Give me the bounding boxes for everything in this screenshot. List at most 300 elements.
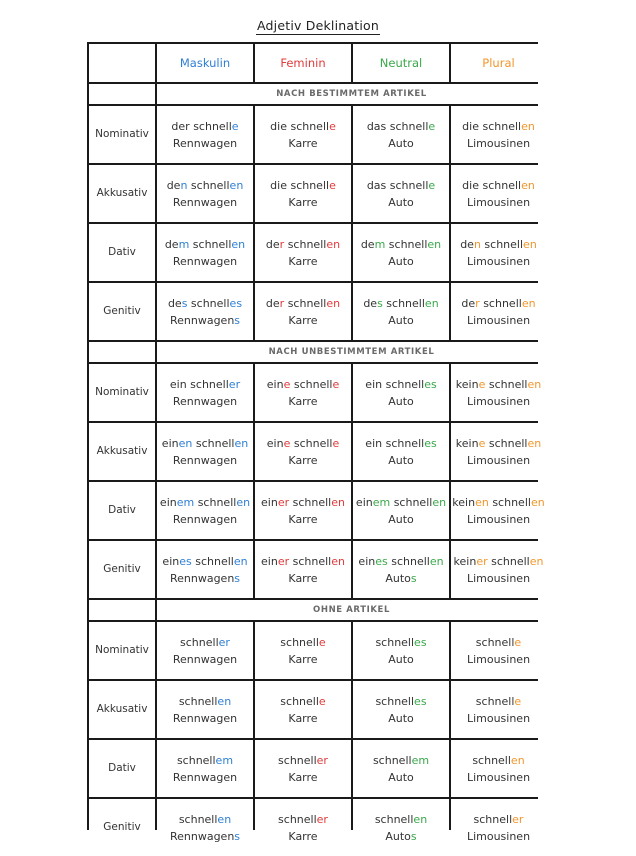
adjective-phrase xyxy=(168,295,242,312)
adjective-phrase xyxy=(365,435,436,452)
phrase-stem: das schnell xyxy=(366,119,429,133)
phrase-ending: er xyxy=(512,812,524,826)
noun-stem: Limousinen xyxy=(466,829,531,843)
noun xyxy=(288,312,317,329)
declension-cell-masculine xyxy=(157,740,253,797)
declension-cell-feminine xyxy=(255,224,351,281)
noun-stem: Auto xyxy=(388,195,414,209)
phrase-stem: ein schnell xyxy=(169,377,229,391)
noun-stem: Karre xyxy=(288,195,318,209)
phrase-ending: es xyxy=(414,635,427,649)
phrase-stem: schnell xyxy=(178,694,218,708)
adjective-phrase xyxy=(476,693,521,710)
noun xyxy=(388,393,414,410)
noun-stem: Rennwagen xyxy=(172,512,238,526)
phrase-ending: en xyxy=(475,495,489,509)
noun-stem: Auto xyxy=(388,770,414,784)
noun-stem: Karre xyxy=(288,313,318,327)
adjective-phrase xyxy=(179,693,231,710)
noun xyxy=(467,253,530,270)
phrase-stem: schnell xyxy=(284,296,327,310)
phrase-stem: schnell xyxy=(382,296,425,310)
adjective-phrase xyxy=(160,494,250,511)
adjective-phrase xyxy=(270,177,336,194)
noun xyxy=(173,135,237,152)
noun xyxy=(467,769,530,786)
corner-cell xyxy=(89,44,155,82)
phrase-stem: de xyxy=(167,296,182,310)
adjective-phrase xyxy=(375,811,427,828)
adjective-phrase xyxy=(267,376,339,393)
phrase-ending: en xyxy=(326,296,341,310)
declension-cell-neuter xyxy=(353,423,449,480)
phrase-ending: en xyxy=(529,554,544,568)
declension-cell-feminine xyxy=(255,681,351,738)
phrase-ending: em xyxy=(176,495,195,509)
noun xyxy=(388,651,414,668)
noun xyxy=(388,452,414,469)
phrase-ending: e xyxy=(478,377,486,391)
phrase-ending: er xyxy=(316,812,328,826)
adjective-phrase xyxy=(452,494,544,511)
declension-cell-feminine xyxy=(255,165,351,222)
phrase-ending: s xyxy=(377,296,383,310)
phrase-ending: en xyxy=(331,554,345,568)
noun-stem: Karre xyxy=(288,512,318,526)
section-label: NACH UNBESTIMMTEM ARTIKEL xyxy=(157,342,546,362)
phrase-stem: schnell xyxy=(178,812,218,826)
declension-cell-plural xyxy=(451,622,546,679)
declension-cell-plural xyxy=(451,740,546,797)
noun-stem: Rennwagen xyxy=(169,829,235,843)
adjective-phrase xyxy=(261,494,345,511)
page-title xyxy=(0,18,636,33)
noun xyxy=(288,570,317,587)
adjective-phrase xyxy=(456,376,541,393)
phrase-ending: em xyxy=(215,753,234,767)
phrase-ending: en xyxy=(521,119,535,133)
phrase-stem: de xyxy=(363,296,378,310)
phrase-ending: n xyxy=(473,237,481,251)
declension-cell-masculine xyxy=(157,681,253,738)
noun-stem: Karre xyxy=(288,136,318,150)
noun-stem: Auto xyxy=(388,453,414,467)
adjective-phrase xyxy=(165,236,245,253)
phrase-stem: ein xyxy=(261,554,278,568)
adjective-phrase xyxy=(278,811,328,828)
phrase-ending: m xyxy=(178,237,190,251)
noun xyxy=(467,828,530,845)
case-label: Genitiv xyxy=(89,799,155,856)
phrase-stem: schnell xyxy=(375,694,415,708)
noun-stem: Rennwagen xyxy=(172,195,238,209)
declension-cell-plural xyxy=(451,224,546,281)
phrase-stem: kein xyxy=(455,377,479,391)
noun xyxy=(467,194,530,211)
declension-cell-plural xyxy=(451,364,546,421)
adjective-phrase xyxy=(367,177,435,194)
noun xyxy=(388,511,414,528)
phrase-ending: en xyxy=(326,237,341,251)
case-label: Nominativ xyxy=(89,622,155,679)
phrase-stem: die schnell xyxy=(270,178,330,192)
phrase-stem: schnell xyxy=(480,237,524,251)
noun xyxy=(173,769,237,786)
noun xyxy=(173,651,237,668)
phrase-stem: ein xyxy=(161,436,179,450)
phrase-stem: schnell xyxy=(385,237,428,251)
noun xyxy=(288,194,317,211)
phrase-ending: en xyxy=(331,495,345,509)
adjective-phrase xyxy=(367,118,435,135)
phrase-ending: es xyxy=(424,377,437,391)
noun-stem: Karre xyxy=(288,254,318,268)
adjective-phrase xyxy=(460,236,537,253)
section-label: OHNE ARTIKEL xyxy=(157,600,546,620)
noun xyxy=(173,253,237,270)
noun-stem: Limousinen xyxy=(466,453,531,467)
noun-stem: Rennwagen xyxy=(172,254,238,268)
case-label: Akkusativ xyxy=(89,165,155,222)
phrase-stem: schnell xyxy=(485,377,528,391)
phrase-ending: e xyxy=(332,377,340,391)
phrase-stem: ein xyxy=(162,554,180,568)
noun-stem: Auto xyxy=(388,136,414,150)
phrase-stem: schnell xyxy=(187,296,230,310)
noun-stem: Rennwagen xyxy=(169,313,235,327)
declension-cell-feminine xyxy=(255,106,351,163)
phrase-ending: en xyxy=(429,554,444,568)
phrase-stem: schnell xyxy=(278,753,317,767)
phrase-ending: e xyxy=(231,119,239,133)
declension-cell-feminine xyxy=(255,482,351,539)
case-label: Akkusativ xyxy=(89,423,155,480)
noun xyxy=(288,135,317,152)
noun-stem: Karre xyxy=(288,453,318,467)
declension-cell-neuter xyxy=(353,224,449,281)
phrase-ending: e xyxy=(514,694,522,708)
phrase-stem: ein xyxy=(355,495,373,509)
declension-table xyxy=(87,42,545,843)
phrase-stem: schnell xyxy=(488,495,531,509)
phrase-ending: es xyxy=(375,554,388,568)
phrase-ending: en xyxy=(217,812,232,826)
declension-cell-masculine xyxy=(157,799,253,856)
adjective-phrase xyxy=(266,236,340,253)
phrase-stem: schnell xyxy=(372,753,412,767)
declension-cell-feminine xyxy=(255,541,351,598)
declension-cell-plural xyxy=(451,482,546,539)
declension-cell-masculine xyxy=(157,106,253,163)
section-spacer xyxy=(89,600,155,620)
phrase-ending: r xyxy=(279,296,285,310)
declension-cell-plural xyxy=(451,165,546,222)
phrase-ending: en xyxy=(231,237,246,251)
phrase-stem: schnell xyxy=(473,812,513,826)
adjective-phrase xyxy=(356,494,446,511)
phrase-stem: der schnell xyxy=(171,119,232,133)
declension-cell-plural xyxy=(451,423,546,480)
adjective-phrase xyxy=(270,118,336,135)
noun xyxy=(288,769,317,786)
noun-stem: Karre xyxy=(288,770,318,784)
adjective-phrase xyxy=(461,295,535,312)
phrase-stem: de xyxy=(360,237,375,251)
phrase-ending: er xyxy=(277,495,290,509)
noun xyxy=(388,253,414,270)
phrase-ending: en xyxy=(427,237,442,251)
declension-cell-neuter xyxy=(353,681,449,738)
phrase-stem: ein xyxy=(159,495,177,509)
phrase-ending: en xyxy=(233,554,248,568)
noun-ending: s xyxy=(234,829,241,843)
noun-stem: Rennwagen xyxy=(172,394,238,408)
phrase-ending: en xyxy=(424,296,439,310)
declension-cell-masculine xyxy=(157,423,253,480)
noun-stem: Karre xyxy=(288,652,318,666)
adjective-phrase xyxy=(373,752,429,769)
phrase-stem: de xyxy=(166,178,181,192)
case-label: Nominativ xyxy=(89,364,155,421)
phrase-ending: e xyxy=(329,119,336,133)
adjective-phrase xyxy=(462,118,535,135)
noun-stem: Limousinen xyxy=(466,770,531,784)
noun xyxy=(170,570,240,587)
phrase-stem: schnell xyxy=(284,237,327,251)
adjective-phrase xyxy=(365,376,436,393)
phrase-ending: er xyxy=(228,377,241,391)
header-plural: Plural xyxy=(451,44,546,82)
phrase-ending: s xyxy=(181,296,188,310)
phrase-ending: en xyxy=(234,436,249,450)
phrase-ending: e xyxy=(283,436,291,450)
phrase-ending: em xyxy=(372,495,391,509)
adjective-phrase xyxy=(267,435,339,452)
phrase-ending: e xyxy=(318,694,326,708)
declension-cell-neuter xyxy=(353,283,449,340)
phrase-stem: schnell xyxy=(180,635,219,649)
header-feminine: Feminin xyxy=(255,44,351,82)
phrase-ending: es xyxy=(424,436,437,450)
header-masculine: Maskulin xyxy=(157,44,253,82)
phrase-stem: schnell xyxy=(191,554,234,568)
phrase-ending: en xyxy=(178,436,193,450)
phrase-ending: en xyxy=(530,495,545,509)
case-label: Genitiv xyxy=(89,541,155,598)
noun-stem: Auto xyxy=(388,711,414,725)
phrase-ending: en xyxy=(236,495,251,509)
phrase-stem: schnell xyxy=(374,812,414,826)
adjective-phrase xyxy=(180,634,230,651)
noun xyxy=(467,452,530,469)
phrase-stem: ein xyxy=(266,436,284,450)
phrase-ending: m xyxy=(374,237,386,251)
phrase-stem: das schnell xyxy=(366,178,429,192)
noun-stem: Auto xyxy=(388,512,414,526)
case-label: Dativ xyxy=(89,482,155,539)
adjective-phrase xyxy=(476,634,521,651)
phrase-ending: en xyxy=(510,753,525,767)
adjective-phrase xyxy=(375,634,426,651)
adjective-phrase xyxy=(456,435,541,452)
adjective-phrase xyxy=(280,693,325,710)
phrase-ending: e xyxy=(478,436,486,450)
phrase-ending: en xyxy=(527,436,542,450)
phrase-ending: en xyxy=(521,178,535,192)
phrase-ending: e xyxy=(514,635,522,649)
declension-cell-neuter xyxy=(353,106,449,163)
declension-cell-neuter xyxy=(353,482,449,539)
phrase-ending: en xyxy=(229,178,244,192)
phrase-stem: schnell xyxy=(192,436,235,450)
phrase-stem: schnell xyxy=(187,178,230,192)
phrase-ending: r xyxy=(279,237,285,251)
declension-cell-neuter xyxy=(353,541,449,598)
phrase-stem: kein xyxy=(453,554,477,568)
noun xyxy=(388,194,414,211)
adjective-phrase xyxy=(179,811,231,828)
noun xyxy=(467,135,530,152)
declension-cell-neuter xyxy=(353,165,449,222)
noun xyxy=(467,710,530,727)
noun xyxy=(385,570,416,587)
noun-stem: Auto xyxy=(388,254,414,268)
adjective-phrase xyxy=(280,634,325,651)
phrase-stem: die schnell xyxy=(462,119,522,133)
noun-stem: Limousinen xyxy=(466,254,531,268)
noun-ending: s xyxy=(410,829,417,843)
noun xyxy=(467,312,530,329)
phrase-ending: er xyxy=(277,554,290,568)
noun-ending: s xyxy=(234,313,241,327)
noun xyxy=(385,828,416,845)
adjective-phrase xyxy=(358,553,443,570)
noun xyxy=(288,828,317,845)
declension-cell-feminine xyxy=(255,283,351,340)
declension-cell-masculine xyxy=(157,541,253,598)
declension-cell-plural xyxy=(451,283,546,340)
declension-cell-plural xyxy=(451,681,546,738)
phrase-ending: e xyxy=(283,377,291,391)
phrase-ending: e xyxy=(332,436,340,450)
noun xyxy=(170,312,240,329)
adjective-phrase xyxy=(474,811,524,828)
noun-stem: Auto xyxy=(388,652,414,666)
noun-stem: Rennwagen xyxy=(172,652,238,666)
noun xyxy=(288,253,317,270)
phrase-stem: schnell xyxy=(278,812,317,826)
phrase-ending: em xyxy=(411,753,430,767)
phrase-stem: ein schnell xyxy=(365,377,425,391)
noun xyxy=(173,393,237,410)
noun-stem: Limousinen xyxy=(466,512,531,526)
section-spacer xyxy=(89,342,155,362)
noun-stem: Karre xyxy=(288,571,318,585)
case-label: Genitiv xyxy=(89,283,155,340)
phrase-stem: schnell xyxy=(375,635,415,649)
header-neuter: Neutral xyxy=(353,44,449,82)
noun xyxy=(288,651,317,668)
phrase-ending: en xyxy=(217,694,232,708)
phrase-ending: e xyxy=(329,178,336,192)
phrase-stem: schnell xyxy=(280,694,319,708)
phrase-ending: en xyxy=(432,495,447,509)
phrase-stem: schnell xyxy=(194,495,237,509)
adjective-phrase xyxy=(171,118,238,135)
noun xyxy=(388,769,414,786)
noun-stem: Karre xyxy=(288,394,318,408)
adjective-phrase xyxy=(266,295,340,312)
noun xyxy=(173,710,237,727)
declension-cell-masculine xyxy=(157,622,253,679)
declension-cell-masculine xyxy=(157,283,253,340)
declension-cell-feminine xyxy=(255,364,351,421)
phrase-stem: die schnell xyxy=(462,178,522,192)
phrase-stem: schnell xyxy=(475,694,515,708)
adjective-phrase xyxy=(375,693,426,710)
noun xyxy=(467,651,530,668)
phrase-ending: er xyxy=(316,753,328,767)
noun-stem: Rennwagen xyxy=(172,453,238,467)
noun-stem: Rennwagen xyxy=(172,711,238,725)
noun xyxy=(467,393,530,410)
adjective-phrase xyxy=(278,752,328,769)
adjective-phrase xyxy=(167,177,244,194)
phrase-stem: ein xyxy=(261,495,278,509)
phrase-stem: ein schnell xyxy=(365,436,425,450)
case-label: Dativ xyxy=(89,224,155,281)
phrase-ending: es xyxy=(229,296,243,310)
phrase-stem: kein xyxy=(455,436,479,450)
noun-stem: Auto xyxy=(385,829,411,843)
noun xyxy=(288,452,317,469)
noun-stem: Limousinen xyxy=(466,313,531,327)
noun xyxy=(288,393,317,410)
case-label: Dativ xyxy=(89,740,155,797)
noun-stem: Karre xyxy=(288,829,318,843)
phrase-stem: schnell xyxy=(479,296,522,310)
phrase-stem: schnell xyxy=(290,377,333,391)
phrase-ending: es xyxy=(179,554,192,568)
section-label: NACH BESTIMMTEM ARTIKEL xyxy=(157,84,546,104)
phrase-stem: schnell xyxy=(289,495,332,509)
declension-cell-masculine xyxy=(157,364,253,421)
phrase-stem: schnell xyxy=(387,554,430,568)
declension-cell-feminine xyxy=(255,740,351,797)
noun xyxy=(388,312,414,329)
case-label: Nominativ xyxy=(89,106,155,163)
noun-stem: Limousinen xyxy=(466,652,531,666)
phrase-stem: schnell xyxy=(290,436,333,450)
phrase-ending: e xyxy=(318,635,326,649)
declension-cell-plural xyxy=(451,106,546,163)
phrase-stem: schnell xyxy=(390,495,433,509)
adjective-phrase xyxy=(162,553,247,570)
noun xyxy=(288,710,317,727)
noun xyxy=(467,511,530,528)
phrase-stem: de xyxy=(265,296,280,310)
phrase-stem: ein xyxy=(358,554,376,568)
phrase-ending: er xyxy=(218,635,230,649)
phrase-stem: de xyxy=(164,237,179,251)
declension-cell-neuter xyxy=(353,799,449,856)
declension-cell-plural xyxy=(451,799,546,856)
phrase-stem: kein xyxy=(452,495,476,509)
noun-stem: Rennwagen xyxy=(172,136,238,150)
noun-stem: Rennwagen xyxy=(172,770,238,784)
phrase-stem: schnell xyxy=(487,554,530,568)
declension-cell-masculine xyxy=(157,165,253,222)
